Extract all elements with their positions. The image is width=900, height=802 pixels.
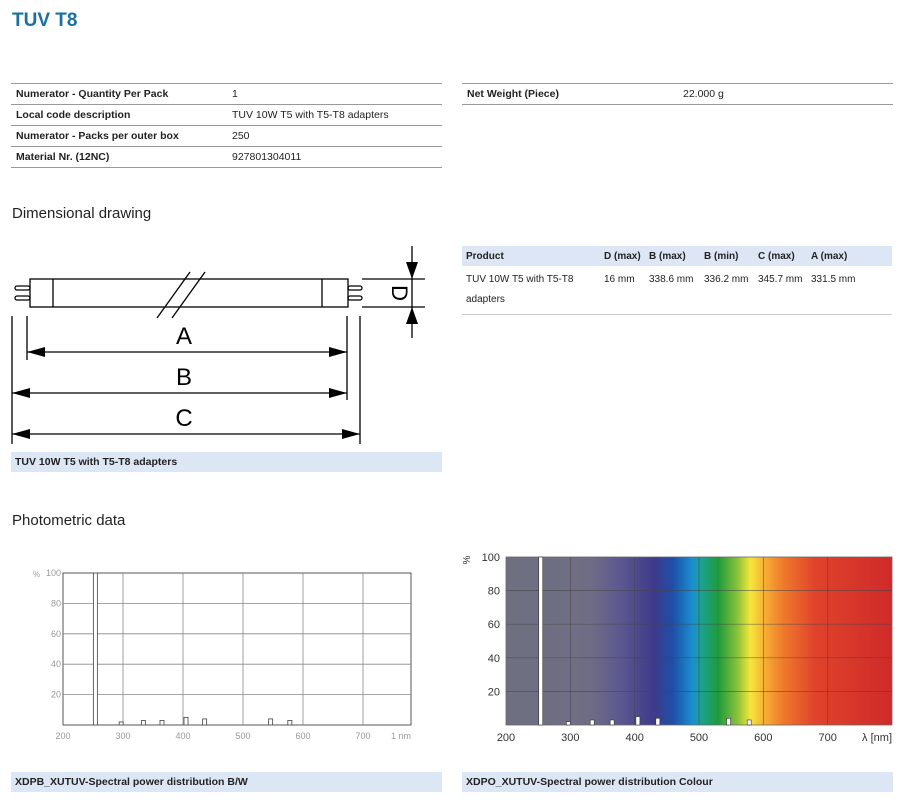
dimension-label-b: B xyxy=(175,364,193,391)
x-tick-label: 700 xyxy=(818,732,837,744)
y-tick-label: 20 xyxy=(50,689,61,700)
dimension-label-c: C xyxy=(175,405,193,432)
spec-table-left xyxy=(11,83,442,168)
spec-label: Local code description xyxy=(11,105,227,126)
spectral-bar xyxy=(160,720,164,725)
x-tick-label: 400 xyxy=(175,731,191,741)
y-tick-label: 20 xyxy=(487,686,500,699)
spec-value: 927801304011 xyxy=(227,147,442,168)
spectral-bar xyxy=(566,722,570,725)
dimensional-drawing-heading: Dimensional drawing xyxy=(12,205,152,222)
spectral-bar xyxy=(119,722,123,725)
dimensions-header: B (min) xyxy=(700,246,754,266)
y-tick-label: 40 xyxy=(487,652,500,665)
spectral-bar xyxy=(590,720,594,725)
spectral-bar xyxy=(636,717,640,725)
spectral-bar xyxy=(288,720,292,725)
y-unit-label: % xyxy=(33,570,41,579)
spectral-bar xyxy=(203,719,207,725)
spectral-caption-bw: XDPB_XUTUV-Spectral power distribution B/W xyxy=(11,772,442,792)
spectral-chart-bw xyxy=(11,560,431,760)
spec-value: 1 xyxy=(227,84,442,105)
dimensions-cell: 336.2 mm xyxy=(700,266,754,315)
x-tick-label: 500 xyxy=(235,731,251,741)
spectral-chart-colour xyxy=(458,546,898,752)
x-tick-label: 500 xyxy=(689,732,709,744)
spec-label: Numerator - Packs per outer box xyxy=(11,126,227,147)
dimensional-drawing xyxy=(0,240,445,452)
x-end-label: λ [nm] xyxy=(862,732,892,744)
dimensions-cell: TUV 10W T5 with T5-T8 adapters xyxy=(462,266,600,315)
dimension-label-d: D xyxy=(387,285,412,301)
dimensions-header: D (max) xyxy=(600,246,645,266)
spec-label: Net Weight (Piece) xyxy=(462,84,678,105)
spectral-bar xyxy=(656,718,660,725)
spectral-caption-colour: XDPO_XUTUV-Spectral power distribution Colour xyxy=(462,772,893,792)
x-tick-label: 700 xyxy=(355,731,371,741)
y-tick-label: 100 xyxy=(481,552,500,564)
spec-table-right xyxy=(462,83,893,105)
spectral-bar xyxy=(610,720,614,725)
y-tick-label: 60 xyxy=(50,628,61,639)
spec-row xyxy=(462,84,893,105)
y-unit-label: % xyxy=(462,555,473,565)
y-tick-label: 100 xyxy=(45,568,61,578)
dimensions-cell: 331.5 mm xyxy=(807,266,892,315)
y-tick-label: 80 xyxy=(50,598,61,609)
dimensions-header: C (max) xyxy=(754,246,807,266)
x-tick-label: 600 xyxy=(754,732,773,744)
spectral-bar xyxy=(269,719,273,725)
x-tick-label: 200 xyxy=(55,731,71,741)
spec-value: 250 xyxy=(227,126,442,147)
spec-value: TUV 10W T5 with T5-T8 adapters xyxy=(227,105,442,126)
x-end-label: 1 nm xyxy=(390,731,411,741)
spec-label: Material Nr. (12NC) xyxy=(11,147,227,168)
photometric-data-heading: Photometric data xyxy=(12,512,126,529)
y-tick-label: 60 xyxy=(487,619,500,632)
spec-row xyxy=(11,84,442,105)
y-tick-label: 40 xyxy=(50,659,61,670)
dimensions-cell: 338.6 mm xyxy=(645,266,700,315)
spectral-bar xyxy=(93,573,97,725)
spec-value: 22.000 g xyxy=(678,84,893,105)
spec-row xyxy=(11,126,442,147)
spectral-bar xyxy=(747,720,751,725)
x-tick-label: 300 xyxy=(561,732,580,744)
dimensions-header: A (max) xyxy=(807,246,892,266)
x-tick-label: 400 xyxy=(625,732,644,744)
spectral-bar xyxy=(184,717,188,725)
x-tick-label: 300 xyxy=(115,731,131,741)
dimensions-header: B (max) xyxy=(645,246,700,266)
spec-row xyxy=(11,147,442,168)
page-title: TUV T8 xyxy=(12,10,78,31)
dimensions-cell: 345.7 mm xyxy=(754,266,807,315)
dimensional-caption: TUV 10W T5 with T5-T8 adapters xyxy=(11,452,442,472)
spec-row xyxy=(11,105,442,126)
spectral-bar xyxy=(727,718,731,725)
dimensions-table xyxy=(462,246,892,315)
y-tick-label: 80 xyxy=(487,585,500,598)
dimensions-cell: 16 mm xyxy=(600,266,645,315)
dimension-label-a: A xyxy=(175,323,193,350)
x-tick-label: 600 xyxy=(295,731,311,741)
dimensions-row xyxy=(462,266,892,315)
plot-area xyxy=(63,573,411,725)
x-tick-label: 200 xyxy=(496,732,516,744)
spectral-bar xyxy=(141,720,145,725)
spec-label: Numerator - Quantity Per Pack xyxy=(11,84,227,105)
spectral-bar xyxy=(539,557,543,725)
dimensions-header: Product xyxy=(462,246,600,266)
